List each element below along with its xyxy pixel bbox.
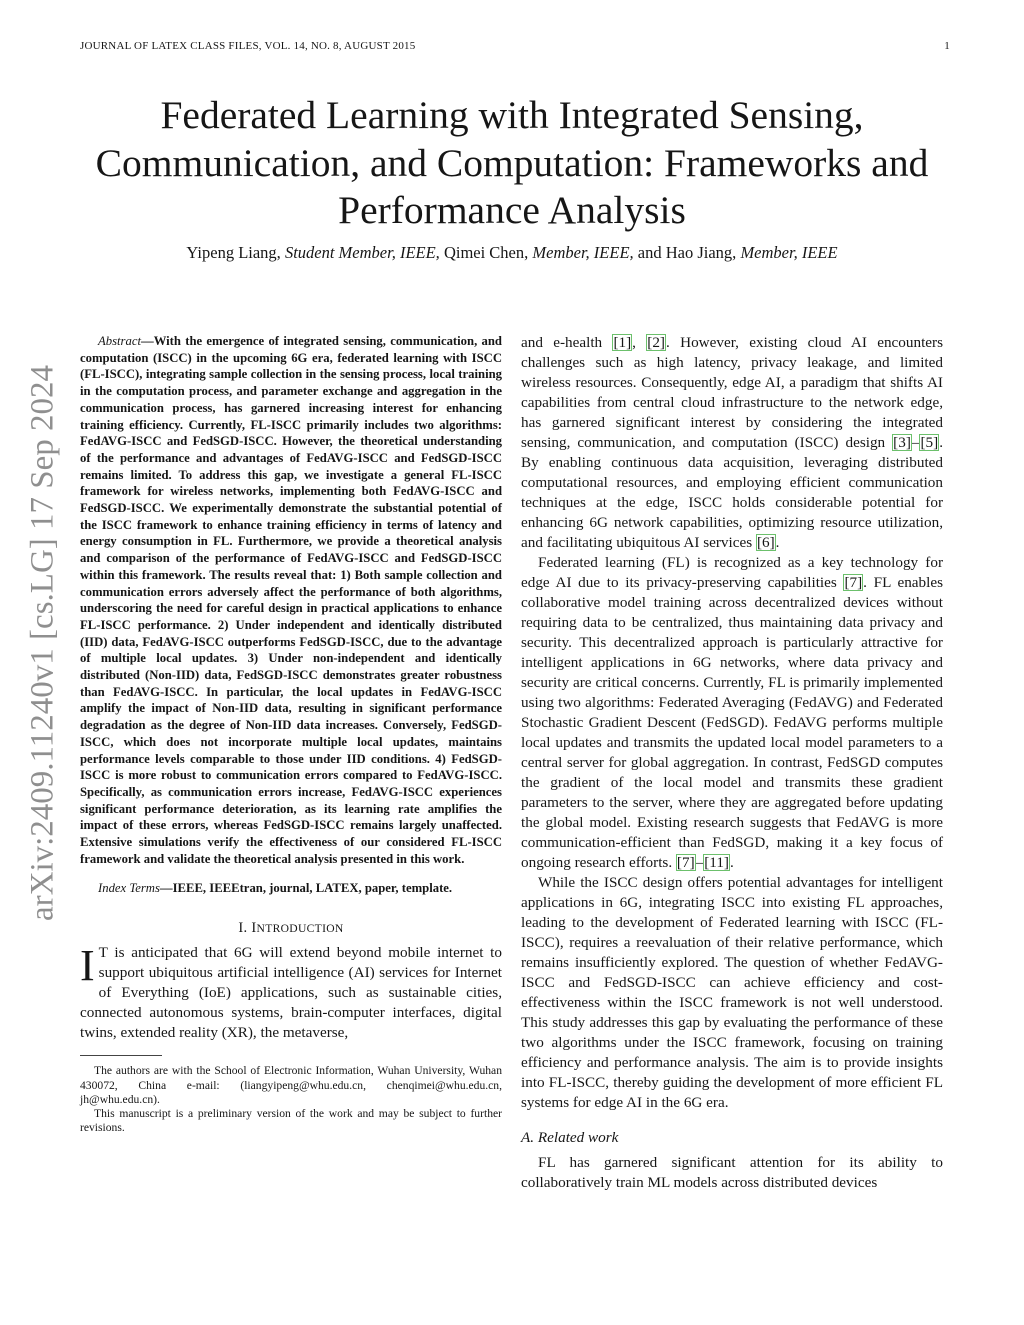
citation-link[interactable]: [11] bbox=[704, 854, 729, 871]
citation-link[interactable]: [3] bbox=[893, 434, 911, 451]
arxiv-sidebar bbox=[21, 353, 66, 933]
author-role: Student Member, IEEE, bbox=[284, 243, 440, 262]
author-role: Member, IEEE bbox=[740, 243, 838, 262]
page-number: 1 bbox=[944, 40, 950, 52]
arxiv-identifier: arXiv:2409.11240v1 [cs.LG] 17 Sep 2024 bbox=[24, 364, 61, 922]
abstract-label: Abstract bbox=[98, 334, 141, 348]
subsection-heading: A. Related work bbox=[521, 1129, 619, 1146]
citation-link[interactable]: [6] bbox=[756, 534, 775, 551]
author-role: Member, IEEE, bbox=[532, 243, 634, 262]
section-title-rest: NTRODUCTION bbox=[256, 922, 344, 936]
text-run: – bbox=[911, 434, 920, 451]
text-run: . By enabling continuous data acquisition, leveraging distributed computational resources, and employing efficient communication techniques at the edge, ISCC holds considerable potential for enhancing 6G network capabilities, optimizing resource utilization, and facilitating ubiquitous AI services bbox=[521, 434, 943, 551]
index-terms bbox=[80, 880, 502, 897]
text-run: . bbox=[729, 854, 734, 871]
text-run: Federated learning (FL) is recognized as a key technology for edge AI due to its privacy-preserving capabilities bbox=[521, 554, 943, 591]
abstract bbox=[80, 333, 502, 868]
title-line: Communication, and Computation: Frameworks and bbox=[95, 140, 929, 185]
abstract-text: —With the emergence of integrated sensing, communication, and computation (ISCC) in the upcoming 6G era, federated learning with ISCC (FL-ISCC), integrating sample collection in the sensing process, local training in the computation process, and parameter exchange and aggregation in the communication process, has garnered increasing interest for enhancing training efficiency. Currently, FL-ISCC primarily includes two algorithms: FedAVG-ISCC and FedSGD-ISCC. However, the theoretical understanding of the performance and advantages of FedAVG-ISCC and FedSGD-ISCC remains limited. To address this gap, we investigate a general FL-ISCC framework for wireless networks, implementing both FedAVG-ISCC and FedSGD-ISCC. We experimentally demonstrate the substantial potential of the ISCC framework to enhance training efficiency in terms of latency and energy consumption in FL. Furthermore, we provide a theoretical analysis and comparison of the performance of FedAVG-ISCC and FedSGD-ISCC within this framework. The results reveal that: 1) Both sample collection and communication errors adversely affect the performance of both algorithms, underscoring the need for careful design in practical applications to enhance FL-ISCC performance. 2) Under independent and identically distributed (IID) data, FedAVG-ISCC outperforms FedSGD-ISCC, due to the advantage of multiple local updates. 3) Under non-independent and identically distributed (Non-IID) data, FedSGD-ISCC demonstrates greater robustness than FedAVG-ISCC. In particular, the local updates in FedAVG-ISCC amplify the impact of Non-IID data, resulting in significant performance degradation as the degree of Non-IID data increases. Conversely, FedSGD-ISCC, which does not incorporate multiple local updates, maintains performance levels comparable to those under IID conditions. 4) FedSGD-ISCC is more robust to communication errors compared to FedAVG-ISCC. Specifically, as communication errors increase, FedAVG-ISCC experiences significant performance deterioration, as its learning rate amplifies the impact of these errors, whereas FedSGD-ISCC remains largely unaffected. Extensive simulations verify the effectiveness of our considered FL-ISCC framework and validate the theoretical analysis presented in this work. bbox=[80, 334, 502, 866]
section-title-first: I bbox=[251, 920, 257, 937]
title-line: Federated Learning with Integrated Sensing, bbox=[160, 93, 864, 137]
citation-link[interactable]: [1] bbox=[613, 334, 632, 351]
section-number: I. bbox=[238, 920, 252, 937]
citation-link[interactable]: [7] bbox=[676, 854, 695, 871]
intro-text: T is anticipated that 6G will extend beyond mobile internet to support ubiquitous artificial intelligence (AI) services for Internet of Everything (IoE) applications, such as sustainable cities, connected autonomous systems, brain-computer interfaces, digital twins, extended reality (XR), the metaverse, bbox=[80, 944, 502, 1042]
citation-link[interactable]: [7] bbox=[844, 574, 863, 591]
right-column bbox=[521, 333, 943, 1193]
footnote-disclaimer: This manuscript is a preliminary version of the work and may be subject to further revisions. bbox=[80, 1107, 502, 1135]
text-run: – bbox=[695, 854, 704, 871]
drop-cap: I bbox=[80, 941, 95, 991]
index-terms-text: —IEEE, IEEEtran, journal, LATEX, paper, template. bbox=[159, 880, 453, 895]
section-heading-introduction bbox=[80, 920, 502, 937]
title-line: Performance Analysis bbox=[338, 188, 686, 232]
author-name: and Hao Jiang, bbox=[637, 243, 737, 262]
footnote-rule bbox=[80, 1055, 162, 1056]
footnote-affiliation: The authors are with the School of Electronic Information, Wuhan University, Wuhan 430072, China e-mail: (liangyipeng@whu.edu.cn, chenqimei@whu.edu.cn, jh@whu.edu.cn). bbox=[80, 1064, 502, 1106]
paper-title bbox=[40, 92, 984, 235]
left-column bbox=[80, 333, 502, 1136]
intro-paragraph bbox=[80, 943, 502, 1043]
text-run: and e-health bbox=[521, 334, 613, 351]
body-paragraph bbox=[521, 333, 943, 553]
body-paragraph: While the ISCC design offers potential advantages for intelligent applications in 6G, integrating ISCC into existing FL approaches, leading to the development of Federated learning with ISCC (FL-ISCC), requires a reevaluation of their relative performance, which remains insufficiently explored. The question of whether FedAVG-ISCC and FedSGD-ISCC can achieve efficiency and cost-effectiveness within the ISCC framework is not well understood. This study addresses this gap by evaluating the performance of these two algorithms under the ISCC framework, focusing on training efficiency and performance analysis. The aim is to provide insights into FL-ISCC, thereby guiding the development of more efficient FL systems for edge AI in the 6G era. bbox=[521, 874, 943, 1111]
author-name: Qimei Chen, bbox=[443, 243, 529, 262]
text-run: . However, existing cloud AI encounters challenges such as high latency, privacy leakage, and limited wireless resources. Consequently, edge AI, a paradigm that shifts AI capabilities from central cloud infrastructure to the network edge, has garnered significant interest by considering the integrated sensing, communication, and computation (ISCC) design bbox=[521, 334, 943, 451]
author-list bbox=[40, 243, 984, 263]
index-terms-label: Index Terms bbox=[98, 880, 160, 895]
body-paragraph bbox=[521, 553, 943, 873]
citation-link[interactable]: [5] bbox=[920, 434, 939, 451]
text-run: . FL enables collaborative model training across decentralized devices without requiring data to be centralized, thus maintaining data privacy and security. This decentralized approach is particularly attractive for intelligent applications in 6G networks, where data privacy and security are critical concerns. Currently, FL is primarily implemented using two algorithms: Federated Averaging (FedAVG) and Federated Stochastic Gradient Descent (FedSGD). FedAVG performs multiple local updates and transmits the updated local model parameters to a central server for global aggregation. In contrast, FedSGD computes the gradient of the local model and transmits these gradient parameters to the server, where they are aggregated before updating the global model. Existing research suggests that FedAVG is more communication-efficient than FedSGD, making it a key focus of ongoing research efforts. bbox=[521, 574, 943, 871]
citation-link[interactable]: [2] bbox=[647, 334, 665, 351]
author-name: Yipeng Liang, bbox=[186, 243, 281, 262]
journal-header: JOURNAL OF LATEX CLASS FILES, VOL. 14, NO. 8, AUGUST 2015 bbox=[80, 40, 416, 52]
running-header bbox=[80, 40, 950, 56]
body-paragraph: FL has garnered significant attention for its ability to collaboratively train ML models across distributed devices bbox=[521, 1154, 943, 1191]
text-run: , bbox=[632, 334, 647, 351]
text-run: . bbox=[775, 534, 780, 551]
